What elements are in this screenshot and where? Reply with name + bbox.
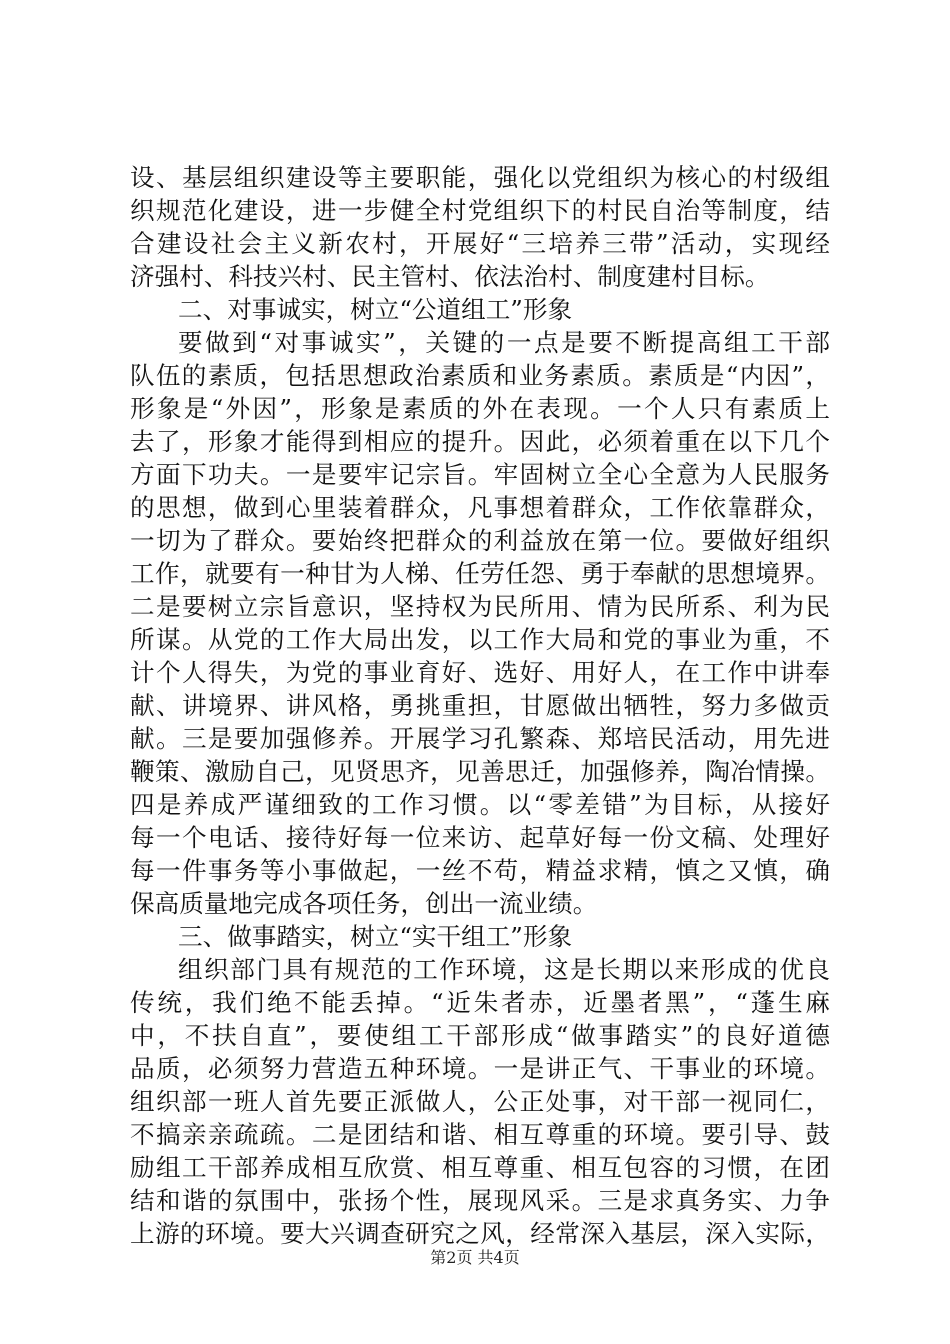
text-line: 织规范化建设，进一步健全村党组织下的村民自治等制度，结 <box>130 196 830 225</box>
text-line: 设、基层组织建设等主要职能，强化以党组织为核心的村级组 <box>130 163 830 192</box>
text-line: 队伍的素质，包括思想政治素质和业务素质。素质是“内因”， <box>130 361 830 390</box>
text-line: 不搞亲亲疏疏。二是团结和谐、相互尊重的环境。要引导、鼓 <box>130 1120 830 1149</box>
text-line: 结和谐的氛围中，张扬个性，展现风采。三是求真务实、力争 <box>130 1186 830 1215</box>
text-line: 去了，形象才能得到相应的提升。因此，必须着重在以下几个 <box>130 427 830 456</box>
text-line: 二是要树立宗旨意识，坚持权为民所用、情为民所系、利为民 <box>130 592 830 621</box>
text-line: 每一件事务等小事做起，一丝不苟，精益求精，慎之又慎，确 <box>130 856 830 885</box>
text-line: 每一个电话、接待好每一位来访、起草好每一份文稿、处理好 <box>130 823 830 852</box>
text-line: 保高质量地完成各项任务，创出一流业绩。 <box>130 889 598 918</box>
text-line: 计个人得失，为党的事业育好、选好、用好人，在工作中讲奉 <box>130 658 830 687</box>
text-line: 中，不扶自直”，要使组工干部形成“做事踏实”的良好道德 <box>130 1021 830 1050</box>
text-line: 鞭策、激励自己，见贤思齐，见善思迁，加强修养，陶冶情操。 <box>130 757 830 786</box>
text-line: 形象是“外因”，形象是素质的外在表现。一个人只有素质上 <box>130 394 830 423</box>
text-line: 组织部门具有规范的工作环境，这是长期以来形成的优良 <box>178 955 830 984</box>
text-line: 励组工干部养成相互欣赏、相互尊重、相互包容的习惯，在团 <box>130 1153 830 1182</box>
text-line: 济强村、科技兴村、民主管村、依法治村、制度建村目标。 <box>130 262 770 291</box>
text-line: 上游的环境。要大兴调查研究之风，经常深入基层，深入实际， <box>130 1219 830 1248</box>
text-line: 方面下功夫。一是要牢记宗旨。牢固树立全心全意为人民服务 <box>130 460 830 489</box>
text-line: 要做到“对事诚实”，关键的一点是要不断提高组工干部 <box>178 328 830 357</box>
page-number-footer: 第2页 共4页 <box>430 1248 520 1267</box>
text-line: 的思想，做到心里装着群众，凡事想着群众，工作依靠群众， <box>130 493 830 522</box>
text-line: 献。三是要加强修养。开展学习孔繁森、郑培民活动，用先进 <box>130 724 830 753</box>
text-line: 一切为了群众。要始终把群众的利益放在第一位。要做好组织 <box>130 526 830 555</box>
text-line: 品质，必须努力营造五种环境。一是讲正气、干事业的环境。 <box>130 1054 830 1083</box>
text-line: 献、讲境界、讲风格，勇挑重担，甘愿做出牺牲，努力多做贡 <box>130 691 830 720</box>
text-line: 所谋。从党的工作大局出发，以工作大局和党的事业为重，不 <box>130 625 830 654</box>
document-body <box>130 161 830 1250</box>
text-line: 四是养成严谨细致的工作习惯。以“零差错”为目标，从接好 <box>130 790 830 819</box>
text-line: 组织部一班人首先要正派做人，公正处事，对干部一视同仁， <box>130 1087 830 1116</box>
section-heading: 二、对事诚实，树立“公道组工”形象 <box>178 295 573 324</box>
text-line: 传统，我们绝不能丢掉。“近朱者赤，近墨者黑”，“蓬生麻 <box>130 988 830 1017</box>
section-heading: 三、做事踏实，树立“实干组工”形象 <box>178 922 573 951</box>
text-line: 工作，就要有一种甘为人梯、任劳任怨、勇于奉献的思想境界。 <box>130 559 830 588</box>
text-line: 合建设社会主义新农村，开展好“三培养三带”活动，实现经 <box>130 229 830 258</box>
